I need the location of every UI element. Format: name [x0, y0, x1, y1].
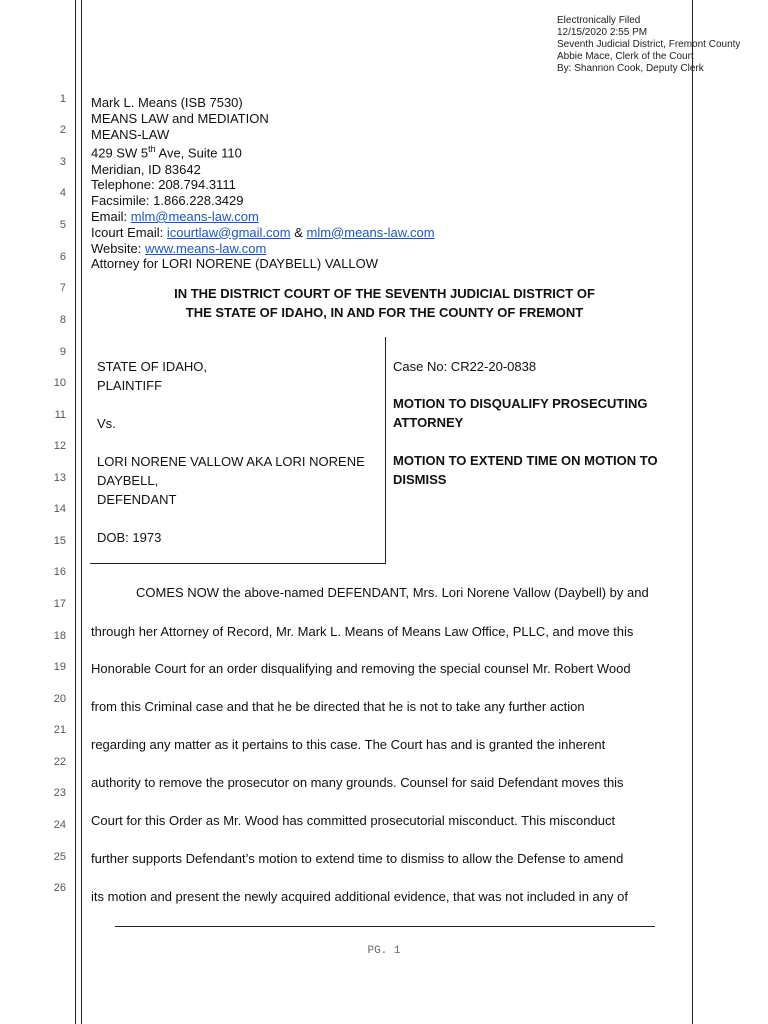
line-number: 4	[59, 187, 66, 199]
defendant-label: DEFENDANT	[97, 492, 177, 507]
versus-label: Vs.	[97, 416, 116, 431]
line-number: 19	[53, 661, 66, 673]
body-line: Court for this Order as Mr. Wood has committed prosecutorial misconduct. This misconduct	[91, 813, 616, 828]
plaintiff-label: PLAINTIFF	[97, 378, 163, 393]
line-number: 21	[53, 724, 66, 736]
filing-stamp	[557, 15, 740, 75]
defendant-name-line1: LORI NORENE VALLOW AKA LORI NORENE	[97, 454, 365, 469]
body-line: from this Criminal case and that he be directed that he is not to take any further action	[91, 699, 585, 714]
court-heading-line1: IN THE DISTRICT COURT OF THE SEVENTH JUDICIAL DISTRICT OF	[174, 286, 595, 301]
line-number: 18	[53, 630, 66, 642]
website-link[interactable]: www.means-law.com	[144, 240, 267, 256]
attorney-caption	[91, 95, 435, 272]
body-line: authority to remove the prosecutor on many grounds. Counsel for said Defendant moves this	[91, 775, 624, 790]
stamp-line: Electronically Filed	[557, 15, 641, 26]
court-heading-line2: THE STATE OF IDAHO, IN AND FOR THE COUNTY OF FREMONT	[185, 305, 584, 320]
icourt-email-line: Icourt Email: icourtlaw@gmail.com & mlm@means-law.com	[91, 224, 435, 240]
line-number: 24	[53, 819, 66, 831]
line-number: 13	[53, 472, 66, 484]
city-address: Meridian, ID 83642	[91, 161, 201, 177]
body-line: further supports Defendant’s motion to extend time to dismiss to allow the Defense to amend	[91, 851, 624, 866]
line-number: 20	[53, 693, 66, 705]
line-number: 6	[59, 251, 66, 263]
firm-name: MEANS LAW and MEDIATION	[91, 110, 269, 126]
telephone: Telephone: 208.794.3111	[91, 177, 236, 193]
line-number: 10	[53, 377, 66, 389]
defendant-dob: DOB: 1973	[97, 530, 162, 545]
email-link[interactable]: mlm@means-law.com	[130, 208, 259, 224]
icourt-email-link-2[interactable]: mlm@means-law.com	[306, 224, 435, 240]
email-line: Email: mlm@means-law.com	[91, 208, 259, 224]
footer-rule	[115, 926, 655, 927]
body-line: COMES NOW the above-named DEFENDANT, Mrs. Lori Norene Vallow (Daybell) by and	[136, 585, 649, 600]
stamp-line: Seventh Judicial District, Fremont County	[557, 39, 741, 50]
stamp-line: By: Shannon Cook, Deputy Clerk	[557, 63, 704, 74]
right-margin-line	[692, 0, 693, 1024]
firm-short-name: MEANS-LAW	[91, 126, 170, 142]
motion-title-1-line2: ATTORNEY	[393, 415, 464, 430]
line-number: 22	[53, 756, 66, 768]
body-line: regarding any matter as it pertains to this case. The Court has and is granted the inherent	[91, 737, 606, 752]
line-number: 8	[59, 314, 66, 326]
line-number: 23	[53, 787, 66, 799]
line-number: 25	[53, 851, 66, 863]
left-margin-line-outer	[75, 0, 76, 1024]
attorney-role: Attorney for LORI NORENE (DAYBELL) VALLOW	[91, 256, 379, 272]
line-number: 5	[59, 219, 66, 231]
line-number: 3	[59, 156, 66, 168]
line-number: 26	[53, 882, 66, 894]
page-number: PG. 1	[367, 945, 401, 957]
line-number: 14	[53, 503, 66, 515]
line-number: 11	[54, 409, 66, 421]
body-line: its motion and present the newly acquired additional evidence, that was not included in any of	[91, 889, 628, 904]
stamp-line: 12/15/2020 2:55 PM	[557, 27, 648, 38]
left-margin-line-inner	[81, 0, 82, 1024]
motion-title-2-line2: DISMISS	[393, 472, 447, 487]
case-number: Case No: CR22-20-0838	[393, 359, 537, 374]
website-line: Website: www.means-law.com	[91, 240, 267, 256]
icourt-email-link[interactable]: icourtlaw@gmail.com	[166, 224, 291, 240]
line-number: 7	[59, 282, 66, 294]
street-address: 429 SW 5th Ave, Suite 110	[91, 144, 242, 161]
body-line: through her Attorney of Record, Mr. Mark L. Means of Means Law Office, PLLC, and move this	[91, 624, 634, 639]
caption-vertical-divider	[385, 337, 386, 564]
stamp-line: Abbie Mace, Clerk of the Court	[557, 51, 694, 62]
body-line: Honorable Court for an order disqualifying and removing the special counsel Mr. Robert Wood	[91, 661, 631, 676]
caption-horizontal-divider	[90, 563, 386, 564]
line-number: 1	[59, 93, 66, 105]
line-number: 16	[53, 566, 66, 578]
line-number: 9	[59, 346, 66, 358]
plaintiff-name: STATE OF IDAHO,	[97, 359, 208, 374]
motion-title-1-line1: MOTION TO DISQUALIFY PROSECUTING	[393, 396, 648, 411]
attorney-name: Mark L. Means (ISB 7530)	[91, 95, 243, 110]
line-number: 12	[53, 440, 66, 452]
line-number: 2	[59, 124, 66, 136]
motion-title-2-line1: MOTION TO EXTEND TIME ON MOTION TO	[393, 453, 658, 468]
defendant-name-line2: DAYBELL,	[97, 473, 159, 488]
facsimile: Facsimile: 1.866.228.3429	[91, 193, 244, 209]
line-number: 15	[53, 535, 66, 547]
line-number: 17	[53, 598, 66, 610]
